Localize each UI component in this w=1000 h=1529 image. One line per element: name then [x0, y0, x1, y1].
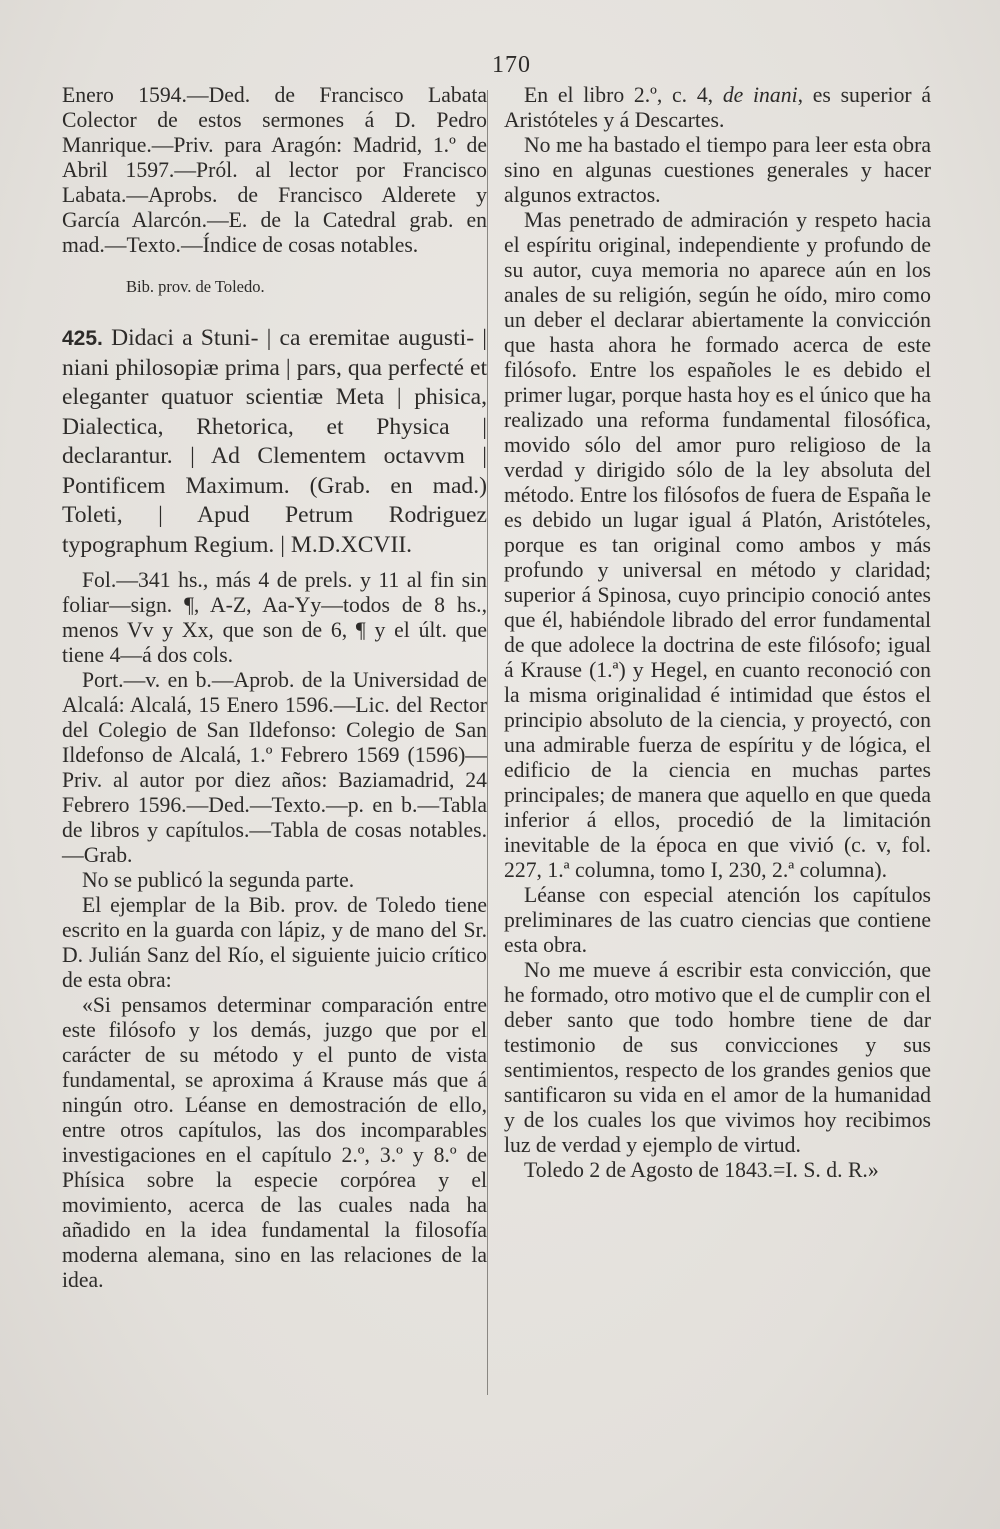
quote-paragraph-4: Mas penetrado de admiración y respeto hacia el espíritu original, independiente y profundo de su autor, cuya memoria no aparece aún en los anales de su religión, según he oído, miro como un deber el declarar abiertamente la convicción que hasta ahora he formado acerca de este filósofo. Entre los españoles le es debido el primer lugar, porque hasta hoy es el único que ha realizado una reforma fundamental filosófica, movido sólo del amor puro religioso de la verdad y dirigido sólo de la ley absoluta del método. Entre los filósofos de fuera de España le es debido un lugar igual á Platón, Aristóteles, porque es tan original como ambos y más profundo y universal en método y claridad; superior á Spinosa, cuyo principio conoció antes que él, habiéndole librado del error fundamental de que adolece la doctrina de este filósofo; igual á Krause (1.ª) y Hegel, en cuanto reconoció con la misma originalidad é intimidad que éstos el principio absoluto de la ciencia, y proyectó, con una admirable fuerza de espíritu y de lógica, el edificio de la ciencia en muchas partes principales; de manera que aquello en que queda inferior á ellos, procedió de la limitación inevitable de la época en que vivió (c. v, fol. 227, 1.ª columna, tomo I, 230, 2.ª columna). — [504, 208, 931, 882]
quote-paragraph-1: «Si pensamos determinar comparación entre este filósofo y los demás, juzgo que por el carácter de su método y el punto de vista fundamental, se aproxima á Krause más que á ningún otro. Léanse en demostración de ello, entre otros capítulos, las dos incomparables investigaciones en el capítulo 2.º, 3.º y 8.º de Phísica sobre la especie corpórea y el movimiento, acerca de las cuales nada ha añadido en la idea fundamental la filosofía moderna alemana, sino en las relaciones de la idea. — [62, 993, 487, 1292]
quote-paragraph-6: No me mueve á escribir esta convicción, que he formado, otro motivo que el de cumplir con el deber santo que todo hombre tiene de dar testimonio de sus convicciones y sus sentimientos, respecto de los grandes genios que santificaron su vida en el amor de la humanidad y de los cuales los que vivimos hoy recibimos luz de verdad y ejemplo de virtud. — [504, 958, 931, 1157]
catalog-entry — [62, 324, 487, 560]
quote-paragraph-5: Léanse con especial atención los capítulos preliminares de las cuatro ciencias que contiene esta obra. — [504, 883, 931, 957]
entry-title: Didaci a Stuni- | ca eremitae augusti- | niani philosopiæ prima | pars, qua perfecté et eleganter quatuor scientiæ Meta | phisica, Dialectica, Rhetorica, et Physica | declarantur. | Ad Clementem octavvm | Pontificem Maximum. (Grab. en mad.) Toleti, | Apud Petrum Rodriguez typographum Regium. | M.D.XCVII. — [62, 325, 487, 558]
column-divider — [487, 90, 488, 1395]
left-column — [62, 83, 487, 1293]
library-reference: Bib. prov. de Toledo. — [126, 277, 265, 296]
note-not-published: No se publicó la segunda parte. — [82, 868, 355, 892]
page-number: 170 — [492, 52, 531, 78]
foliation-description: Fol.—341 hs., más 4 de prels. y 11 al fin sin foliar—sign. ¶, A-Z, Aa-Yy—todos de 8 hs., menos Vv y Xx, que son de 6, ¶ y el últ. que tiene 4—á dos cols. — [62, 568, 487, 667]
italic-span: de inani — [722, 83, 798, 107]
portada-description: Port.—v. en b.—Aprob. de la Universidad de Alcalá: Alcalá, 15 Enero 1596.—Lic. del Rector del Colegio de San Ildefonso: Colegio de San Ildefonso de Alcalá, 1.º Febrero 1569 (1596)—Priv. al autor por diez años: Baziamadrid, 24 Febrero 1596.—Ded.—Texto.—p. en b.—Tabla de libros y capítulos.—Tabla de cosas notables.—Grab. — [62, 668, 487, 867]
text-span: , es superior á Aristóteles y á Descartes. — [504, 83, 931, 132]
note-copy: El ejemplar de la Bib. prov. de Toledo tiene escrito en la guarda con lápiz, y de mano del Sr. D. Julián Sanz del Río, el siguiente juicio crítico de esta obra: — [62, 893, 487, 992]
quote-paragraph-3: No me ha bastado el tiempo para leer esta obra sino en algunas cuestiones generales y hacer algunos extractos. — [504, 133, 931, 207]
quote-paragraph-2 — [504, 83, 931, 133]
right-column — [504, 83, 931, 1183]
entry-number: 425. — [62, 327, 103, 350]
left-paragraph-1: Enero 1594.—Ded. de Francisco Labata Colector de estos sermones á D. Pedro Manrique.—Priv. para Aragón: Madrid, 1.º de Abril 1597.—Pról. al lector por Francisco Labata.—Aprobs. de Francisco Alderete y García Alarcón.—E. de la Catedral grab. en mad.—Texto.—Índice de cosas notables. — [62, 83, 487, 257]
quote-signature: Toledo 2 de Agosto de 1843.=I. S. d. R.» — [524, 1158, 879, 1182]
text-span: En el libro 2.º, c. 4, — [524, 83, 723, 107]
